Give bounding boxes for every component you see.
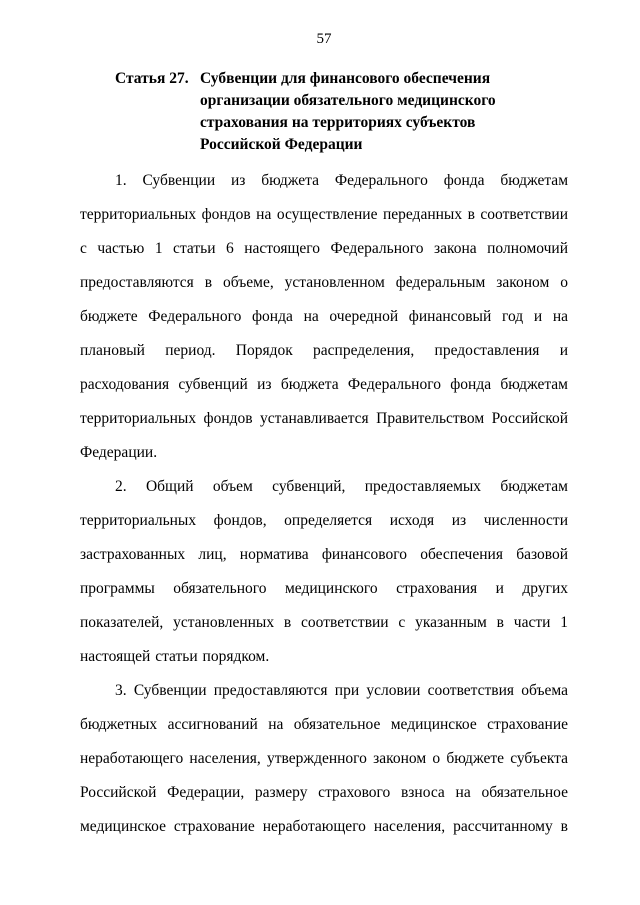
paragraph-3: 3. Субвенции предоставляются при условии соответствия объема бюджетных ассигнований на обязательное медицинское страхование неработающего населения, утвержденного законом о бюджете субъекта Российской Федерации, размеру страхового взноса на обязательное медицинское страхование неработающего населения, рассчитанному в <box>80 682 568 835</box>
article-title <box>200 68 568 156</box>
article-heading <box>115 68 568 156</box>
page-number: 57 <box>316 31 332 47</box>
article-title-line: Российской Федерации <box>200 136 363 153</box>
article-label: Статья 27. <box>115 70 189 87</box>
article-title-line: организации обязательного медицинского <box>200 92 496 109</box>
article-title-line: страхования на территориях субъектов <box>200 114 476 131</box>
paragraph-2: 2. Общий объем субвенций, предоставляемых бюджетам территориальных фондов, определяется исходя из численности застрахованных лиц, норматива финансового обеспечения базовой программы обязательного медицинского страхования и других показателей, установленных в соответствии с указанным в части 1 настоящей статьи порядком. <box>80 478 568 665</box>
paragraph-1: 1. Субвенции из бюджета Федерального фонда бюджетам территориальных фондов на осуществление переданных в соответствии с частью 1 статьи 6 настоящего Федерального закона полномочий предоставляются в объеме, установленном федеральным законом о бюджете Федерального фонда на очередной финансовый год и на плановый период. Порядок распределения, предоставления и расходования субвенций из бюджета Федерального фонда бюджетам территориальных фондов устанавливается Правительством Российской Федерации. <box>80 172 568 461</box>
article-title-line: Субвенции для финансового обеспечения <box>200 70 491 87</box>
